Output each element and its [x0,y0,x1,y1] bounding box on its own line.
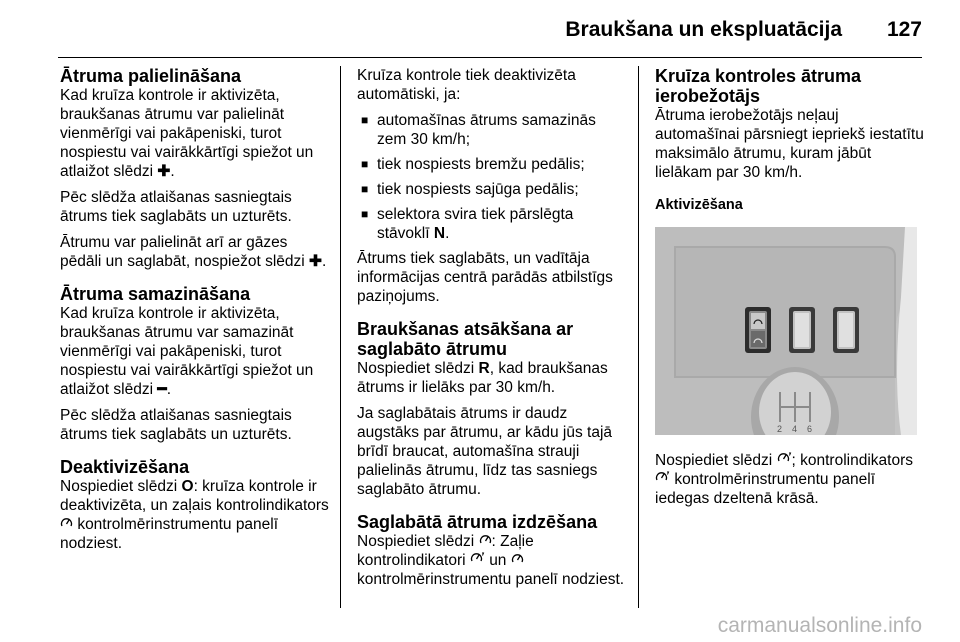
text: Kad kruīza kontrole ir aktivizēta, braukšanas ātrumu var samazināt vienmērīgi vai pakāpeniski, turot nospiestu vai vairākkārtīgi spiežot un atlaižot slēdzi [60,305,314,398]
text: . [322,253,327,270]
column-2 [357,66,627,596]
text: : kruīza kontrole ir deaktivizēta, un zaļais kontrolindikators [60,478,329,514]
cruise-control-icon [511,551,524,570]
section-title: Deaktivizēšana [60,457,190,477]
paragraph: Ja saglabātais ātrums ir daudz augstāks par ātrumu, ar kādu jūs tajā brīdī braucat, automašīna strauji palielinās ātrumu, līdz tas sasniegs saglabāto ātrumu. [357,405,613,498]
text: ; [791,452,796,469]
text: Kad kruīza kontrole ir aktivizēta, braukšanas ātrumu var palielināt vienmērīgi vai pakāpeniski, turot nospiestu vai vairākkārtīgi spiežot un atlaižot slēdzi [60,87,314,180]
paragraph: Pēc slēdža atlaišanas sasniegtais ātrums tiek saglabāts un uzturēts. [60,189,292,225]
gear-label: 4 [792,424,798,434]
text: un [489,552,507,569]
bullet: ■ [361,182,369,196]
text: Nospiediet slēdzi [357,533,475,550]
list-item [357,155,627,174]
cruise-control-icon [60,515,73,534]
gear-label: 2 [777,424,783,434]
paragraph [357,359,627,397]
text: . [445,225,450,242]
list-item [357,205,627,243]
header-rule [58,57,922,58]
paragraph [60,304,330,399]
text: kontrolindikators [800,452,913,469]
off-switch-symbol: O [181,478,194,495]
paragraph [60,86,330,181]
text: . [166,381,172,398]
text: : Zaļie kontrolindikatori [357,533,534,569]
column-divider-2 [638,66,639,608]
text: Nospiediet slēdzi [655,452,773,469]
text: tiek nospiests sajūga pedālis; [377,181,579,198]
neutral-position-symbol: N [433,225,446,242]
plus-switch-symbol: ✚ [309,253,323,270]
minus-switch-symbol: ━ [157,381,167,398]
watermark: carmanualsonline.info [717,614,922,637]
text: selektora svira tiek pārslēgta stāvoklī [377,206,574,242]
plus-switch-symbol: ✚ [157,163,171,180]
deactivation-list [357,111,627,243]
speed-limiter-icon [470,551,485,570]
paragraph: Pēc slēdža atlaišanas sasniegtais ātrums tiek saglabāts un uzturēts. [60,407,292,443]
paragraph [60,233,330,271]
column-divider-1 [340,66,341,608]
page-number: 127 [886,18,922,41]
speed-limiter-icon [655,470,670,489]
bullet: ■ [361,207,369,221]
text: , kad braukšanas ātrums ir lielāks par 30 km/h. [357,360,608,396]
text: kontrolmērinstrumentu panelī nodziest. [357,571,625,588]
text: Nospiediet slēdzi [60,478,178,495]
section-title: Saglabātā ātruma izdzēšana [357,512,598,532]
text: Ātrumu var palielināt arī ar gāzes pēdāli un saglabāt, nospiežot slēdzi [60,234,305,270]
resume-switch-symbol: R [478,360,490,377]
section-title: Ātruma samazināšana [60,284,251,304]
cruise-control-icon [479,532,492,551]
list-item [357,180,627,199]
switch-panel-figure [655,227,917,435]
paragraph [60,477,330,553]
text: kontrolmērinstrumentu panelī nodziest. [60,516,279,552]
text: tiek nospiests bremžu pedālis; [377,156,585,173]
paragraph: Ātruma ierobežotājs neļauj automašīnai pārsniegt iepriekš iestatītu maksimālo ātrumu, kuram jābūt lielākam par 30 km/h. [655,107,924,181]
text: kontrolmērinstrumentu panelī iedegas dzeltenā krāsā. [655,471,876,507]
text: automašīnas ātrums samazinās zem 30 km/h; [377,112,596,148]
speed-limiter-icon [777,451,792,470]
section-title: Kruīza kontroles ātruma ierobežotājs [655,66,862,106]
subsection-title: Aktivizēšana [655,197,743,213]
bullet: ■ [361,157,369,171]
text: Nospiediet slēdzi [357,360,475,377]
section-title: Ātruma palielināšana [60,66,242,86]
column-3 [655,66,925,515]
header-title: Braukšana un ekspluatācija [565,18,842,41]
paragraph: Ātrums tiek saglabāts, un vadītāja informācijas centrā parādās atbilstīgs paziņojums. [357,250,613,305]
paragraph [357,532,627,589]
column-1 [60,66,330,560]
gear-label: 6 [807,424,813,434]
paragraph: Kruīza kontrole tiek deaktivizēta automātiski, ja: [357,67,576,103]
section-title: Braukšanas atsākšana ar saglabāto ātrumu [357,319,574,359]
list-item [357,111,627,149]
paragraph [655,451,925,508]
bullet: ■ [361,113,369,127]
text: . [170,163,175,180]
